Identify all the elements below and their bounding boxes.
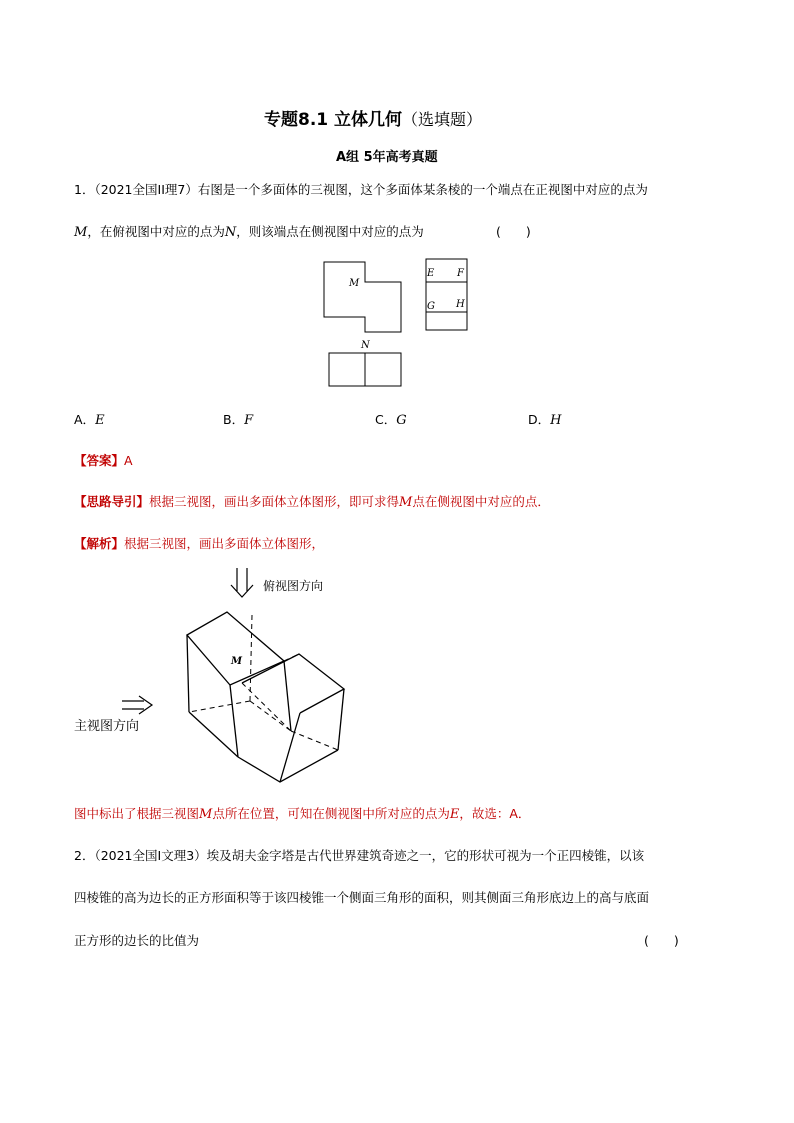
q1-paren: ( ) bbox=[496, 224, 531, 239]
answer-label: 【答案】 bbox=[74, 453, 125, 468]
q1-line2b: ，则该端点在侧视图中对应的点为 bbox=[236, 224, 424, 239]
analysis-line bbox=[74, 534, 324, 552]
label-m: M bbox=[349, 278, 360, 289]
page-title bbox=[264, 105, 482, 130]
option-d bbox=[528, 410, 561, 428]
q1-var-m: M bbox=[74, 225, 88, 240]
conclusion-var-e: E bbox=[449, 807, 460, 822]
guide-var-m: M bbox=[399, 495, 413, 510]
conclusion-c: ，故选：A． bbox=[459, 806, 531, 821]
analysis-label: 【解析】 bbox=[74, 536, 125, 551]
right-arrow-icon bbox=[122, 696, 152, 714]
q1-line2a: ，在俯视图中对应的点为 bbox=[87, 224, 225, 239]
label-h: H bbox=[456, 299, 465, 310]
q2-line1: 2．（2021全国I文理3）埃及胡夫金字塔是古代世界建筑奇迹之一，它的形状可视为一个正四棱锥，以该 bbox=[74, 848, 645, 863]
option-a-value: E bbox=[95, 413, 105, 428]
option-d-letter: D． bbox=[528, 412, 551, 427]
analysis-text: 根据三视图，画出多面体立体图形， bbox=[124, 536, 325, 551]
q1-line2 bbox=[74, 222, 424, 240]
label-g: G bbox=[427, 301, 435, 312]
q1-line1: 1．（2021全国II理7）右图是一个多面体的三视图，这个多面体某条棱的一个端点在正视图中对应的点为 bbox=[74, 182, 648, 197]
down-arrow-icon bbox=[231, 568, 253, 597]
title-sub: （选填题） bbox=[402, 110, 483, 129]
conclusion-line bbox=[74, 804, 530, 822]
label-n: N bbox=[361, 340, 370, 351]
option-c-value: G bbox=[396, 413, 407, 428]
three-view-figure bbox=[315, 252, 480, 392]
guide-label: 【思路导引】 bbox=[74, 494, 150, 509]
conclusion-a: 图中标出了根据三视图 bbox=[74, 806, 200, 821]
title-main: 专题8.1 立体几何 bbox=[264, 110, 403, 130]
front-view-outline bbox=[324, 262, 401, 332]
conclusion-var-m: M bbox=[199, 807, 213, 822]
answer-line bbox=[74, 451, 133, 469]
label-f: F bbox=[457, 268, 464, 279]
solid-figure bbox=[70, 565, 370, 795]
top-view-direction: 俯视图方向 bbox=[263, 579, 324, 593]
conclusion-b: 点所在位置，可知在侧视图中所对应的点为 bbox=[212, 806, 450, 821]
label-e: E bbox=[427, 268, 435, 279]
q2-line3: 正方形的边长的比值为 bbox=[74, 933, 200, 948]
guide-text-a: 根据三视图，画出多面体立体图形，即可求得 bbox=[149, 494, 400, 509]
solid-label-m: M bbox=[231, 656, 243, 667]
guide-line bbox=[74, 492, 550, 510]
q2-paren: ( ) bbox=[644, 933, 679, 948]
option-b-value: F bbox=[244, 413, 254, 428]
option-b bbox=[223, 410, 253, 428]
option-b-letter: B． bbox=[223, 412, 245, 427]
option-a bbox=[74, 410, 105, 428]
answer-value: A bbox=[124, 453, 133, 468]
q2-line2: 四棱锥的高为边长的正方形面积等于该四棱锥一个侧面三角形的面积，则其侧面三角形底边上的高与底面 bbox=[74, 890, 650, 905]
option-a-letter: A． bbox=[74, 412, 96, 427]
q1-var-n: N bbox=[224, 225, 237, 240]
option-c-letter: C． bbox=[375, 412, 397, 427]
front-view-direction: 主视图方向 bbox=[74, 719, 140, 734]
option-d-value: H bbox=[550, 413, 562, 428]
guide-text-b: 点在侧视图中对应的点． bbox=[412, 494, 550, 509]
option-c bbox=[375, 410, 407, 428]
section-heading: A组 5年高考真题 bbox=[336, 150, 438, 165]
